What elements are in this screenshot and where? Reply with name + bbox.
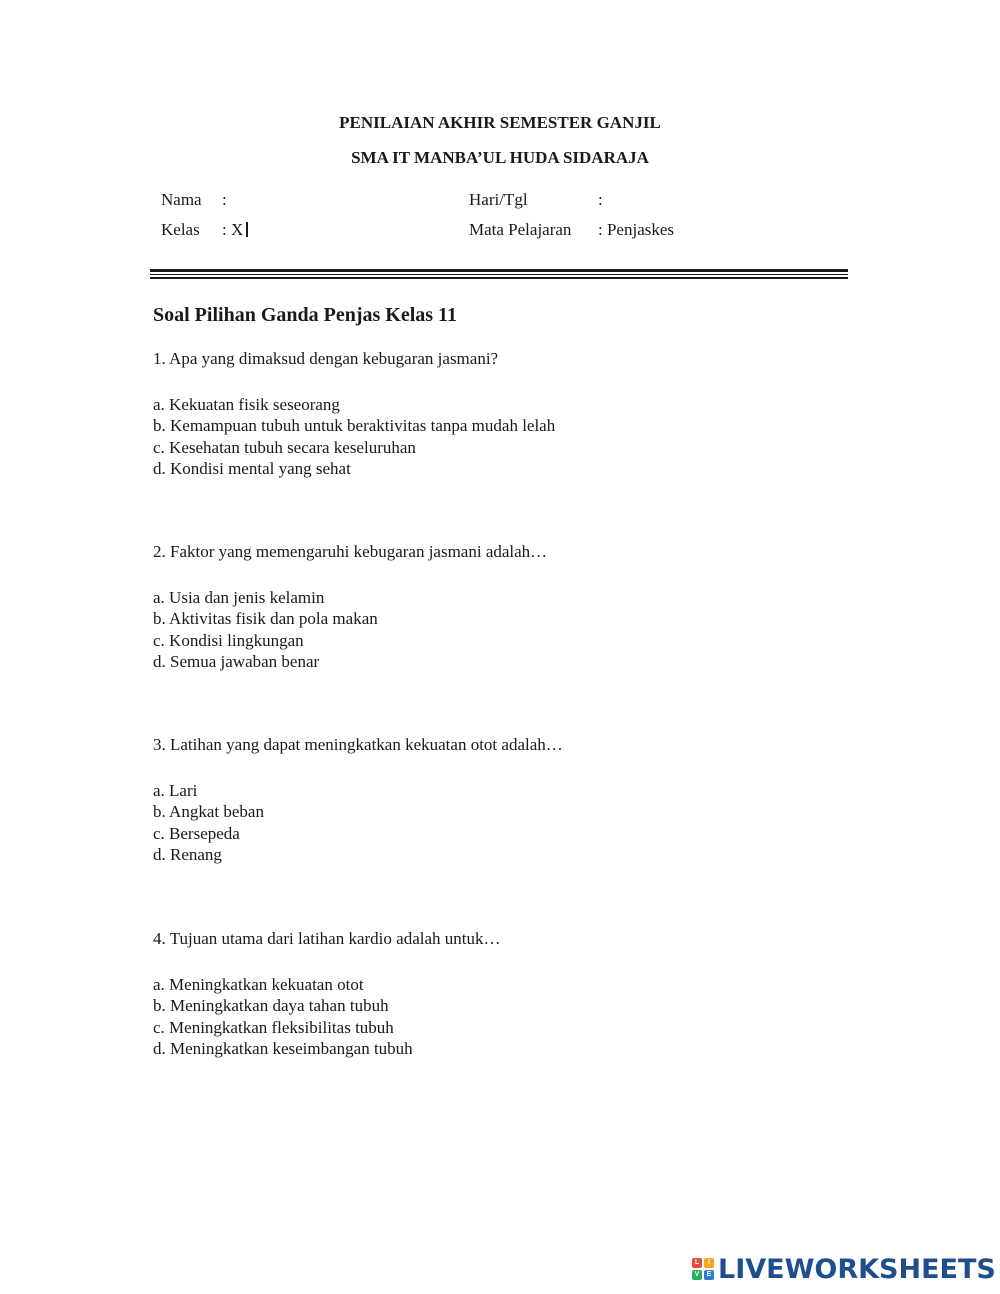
logo-mark-square: L — [692, 1258, 702, 1268]
answer-option: c. Kesehatan tubuh secara keseluruhan — [153, 437, 416, 457]
question-text: 3. Latihan yang dapat meningkatkan kekuatan otot adalah… — [153, 735, 563, 754]
kelas-value: : X — [222, 220, 244, 239]
logo-mark-square: I — [704, 1258, 714, 1268]
liveworksheets-logo — [692, 1252, 996, 1286]
text-cursor — [246, 222, 248, 237]
question-text: 4. Tujuan utama dari latihan kardio adalah untuk… — [153, 929, 501, 948]
answer-option: b. Angkat beban — [153, 802, 264, 822]
logo-mark-square: V — [692, 1270, 702, 1280]
section-title: Soal Pilihan Ganda Penjas Kelas 11 — [153, 304, 457, 326]
divider-thick — [150, 269, 848, 272]
answer-option: d. Meningkatkan keseimbangan tubuh — [153, 1038, 413, 1058]
answer-option: a. Usia dan jenis kelamin — [153, 588, 325, 607]
answer-option: b. Aktivitas fisik dan pola makan — [153, 609, 378, 629]
answer-option: a. Meningkatkan kekuatan otot — [153, 975, 364, 994]
hari-label: Hari/Tgl — [469, 190, 528, 209]
answer-option: c. Meningkatkan fleksibilitas tubuh — [153, 1017, 394, 1037]
liveworksheets-mark-icon — [692, 1258, 714, 1280]
answer-option: a. Lari — [153, 781, 198, 800]
kelas-value-group — [222, 220, 248, 240]
answer-option: b. Kemampuan tubuh untuk beraktivitas tanpa mudah lelah — [153, 416, 556, 436]
exam-title: PENILAIAN AKHIR SEMESTER GANJIL — [339, 113, 661, 132]
answer-option: c. Kondisi lingkungan — [153, 630, 304, 650]
answer-option: b. Meningkatkan daya tahan tubuh — [153, 996, 389, 1016]
question-text: 2. Faktor yang memengaruhi kebugaran jasmani adalah… — [153, 542, 548, 561]
mapel-label: Mata Pelajaran — [469, 220, 572, 239]
school-name: SMA IT MANBA’UL HUDA SIDARAJA — [351, 148, 649, 167]
nama-label: Nama — [161, 190, 202, 209]
kelas-label: Kelas — [161, 220, 200, 239]
divider-thin — [150, 274, 848, 275]
answer-option: d. Renang — [153, 844, 222, 864]
answer-option: d. Kondisi mental yang sehat — [153, 458, 351, 478]
answer-option: d. Semua jawaban benar — [153, 651, 320, 671]
answer-option: a. Kekuatan fisik seseorang — [153, 395, 340, 414]
divider-bottom — [150, 277, 848, 279]
question-text: 1. Apa yang dimaksud dengan kebugaran jasmani? — [153, 349, 499, 368]
mapel-value: : Penjaskes — [598, 220, 675, 239]
hari-value: : — [598, 190, 603, 209]
answer-option: c. Bersepeda — [153, 823, 240, 843]
logo-mark-square: E — [704, 1270, 714, 1280]
logo-text: LIVEWORKSHEETS — [718, 1253, 996, 1285]
nama-value: : — [222, 190, 227, 209]
